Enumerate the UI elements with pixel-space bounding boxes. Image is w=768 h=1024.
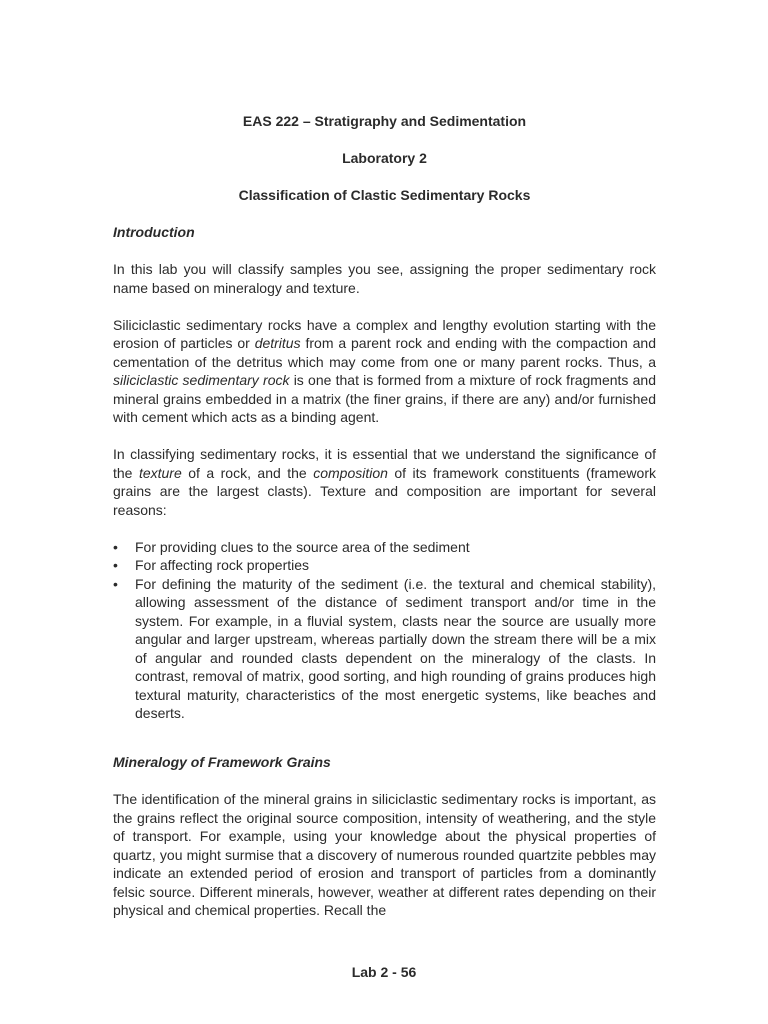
introduction-heading: Introduction: [113, 224, 195, 240]
reasons-list: [113, 538, 656, 723]
list-item-text: For defining the maturity of the sediment (i.e. the textural and chemical stability), allowing assessment of the distance of sediment transport and/or time in the system. For example, in a fluvial system, clasts near the source are usually more angular and larger upstream, whereas partially down the stream there will be a mix of angular and rounded clasts dependent on the mineralogy of the clasts. In contrast, removal of matrix, good sorting, and high rounding of grains produces high textural maturity, characteristics of the most energetic systems, like beaches and deserts.: [135, 575, 656, 721]
mineralogy-paragraph-1: The identification of the mineral grains in siliciclastic sedimentary rocks is important, as the grains reflect the original source composition, intensity of weathering, and the style of transport. For example, using your knowledge about the physical properties of quartz, you might surmise that a discovery of numerous rounded quartzite pebbles may indicate an extended period of erosion and transport of particles from a dominantly felsic source. Different minerals, however, weather at different rates depending on their physical and chemical properties. Recall the: [113, 791, 656, 918]
lab-title: Laboratory 2: [342, 150, 427, 166]
intro-p3-text-c: of a rock, and the: [181, 464, 314, 481]
intro-p2-text-a: Siliciclastic sedimentary rocks have a complex and lengthy evolution starting with the erosion of particles or: [113, 316, 656, 351]
intro-paragraph-1: In this lab you will classify samples you see, assigning the proper sedimentary rock name based on mineralogy and texture.: [113, 261, 656, 296]
topic-title: Classification of Clastic Sedimentary Rocks: [238, 187, 531, 203]
bullet-icon: •: [113, 538, 118, 555]
term-texture: texture: [138, 464, 182, 481]
term-detritus: detritus: [254, 335, 301, 351]
document-page: [113, 112, 656, 938]
page-number: Lab 2 - 56: [351, 964, 417, 980]
intro-p2-text-c: from a parent rock and ending with the compaction and cementation of the detritus which may come from one or many parent rocks. Thus, a: [113, 335, 657, 370]
intro-p3-text-a: In classifying sedimentary rocks, it is essential that we understand the significance of the: [113, 446, 656, 481]
mineralogy-heading: Mineralogy of Framework Grains: [113, 754, 331, 770]
intro-paragraph-2: [113, 316, 656, 427]
term-siliciclastic-rock: siliciclastic sedimentary rock: [113, 372, 290, 388]
list-item: [113, 575, 656, 723]
section-spacer: [113, 741, 656, 753]
course-title: EAS 222 – Stratigraphy and Sedimentation: [242, 113, 527, 129]
bullet-icon: •: [113, 557, 118, 573]
list-item: [113, 538, 656, 557]
list-item-text: For providing clues to the source area of the sediment: [135, 538, 470, 555]
intro-p3-text-e: of its framework constituents (framework grains are the largest clasts). Texture and composition are important for several reasons:: [113, 464, 656, 518]
list-item-text: For affecting rock properties: [135, 557, 310, 573]
bullet-icon: •: [113, 575, 118, 592]
list-item: [113, 556, 656, 575]
intro-paragraph-3: [113, 445, 656, 519]
term-composition: composition: [313, 464, 388, 481]
intro-p2-text-e: is one that is formed from a mixture of rock fragments and mineral grains embedded in a matrix (the finer grains, if there are any) and/or furnished with cement which acts as a binding agent.: [113, 372, 657, 425]
